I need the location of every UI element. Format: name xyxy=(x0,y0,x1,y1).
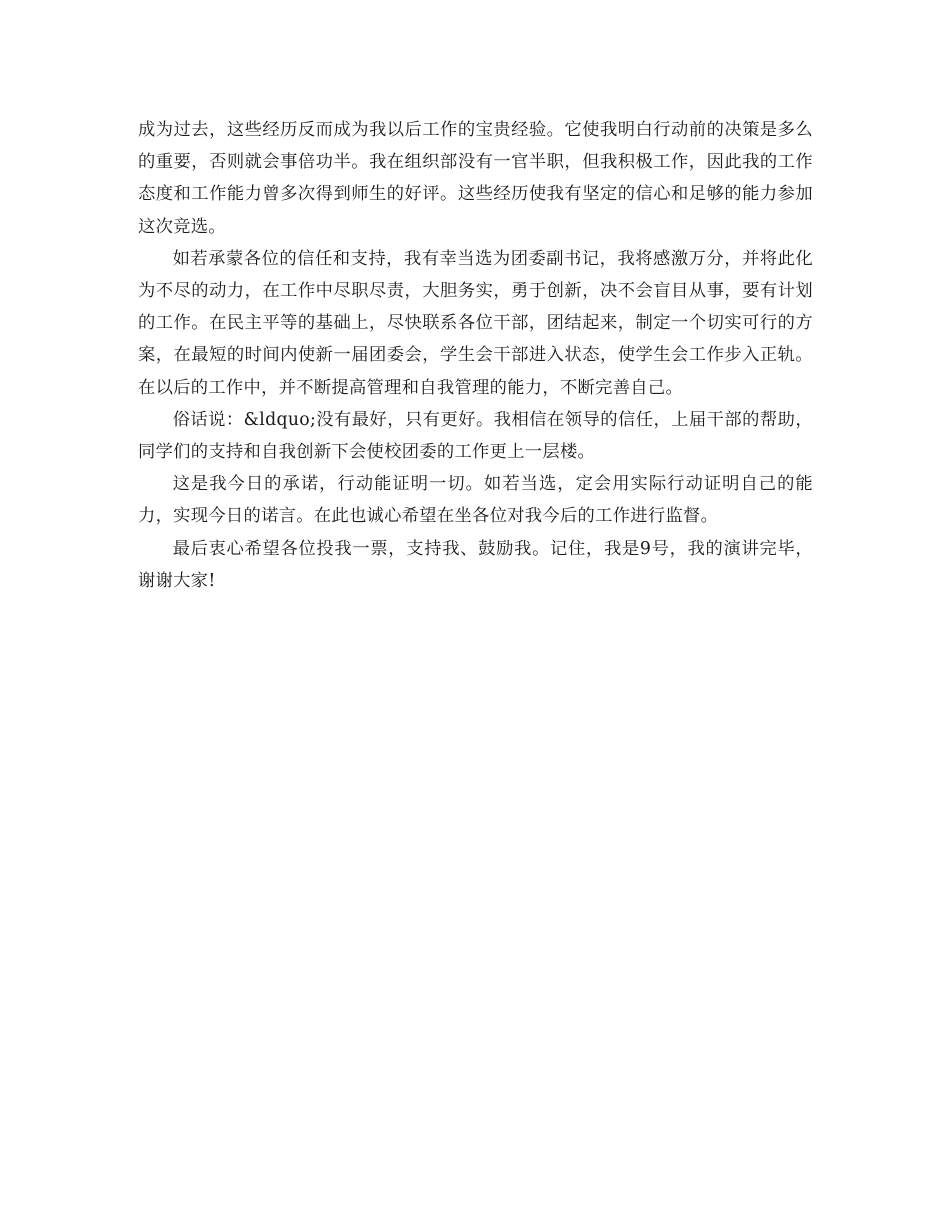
paragraph: 这是我今日的承诺，行动能证明一切。如若当选，定会用实际行动证明自己的能力，实现今日的诺言。在此也诚心希望在坐各位对我今后的工作进行监督。 xyxy=(138,474,813,527)
paragraph: 俗话说：&ldquo;没有最好，只有更好。我相信在领导的信任，上届干部的帮助，同学们的支持和自我创新下会使校团委的工作更上一层楼。 xyxy=(138,409,813,463)
paragraph: 如若承蒙各位的信任和支持，我有幸当选为团委副书记，我将感激万分，并将此化为不尽的动力，在工作中尽职尽责，大胆务实，勇于创新，决不会盲目从事，要有计划的工作。在民主平等的基础上，尽快联系各位干部，团结起来，制定一个切实可行的方案，在最短的时间内使新一届团委会，学生会干部进入状态，使学生会工作步入正轨。在以后的工作中，并不断提高管理和自我管理的能力，不断完善自己。 xyxy=(138,248,813,398)
paragraph-closing: 最后衷心希望各位投我一票，支持我、鼓励我。记住，我是9号，我的演讲完毕，谢谢大家! xyxy=(138,538,813,591)
paragraph-continuation: 成为过去，这些经历反而成为我以后工作的宝贵经验。它使我明白行动前的决策是多么的重要，否则就会事倍功半。我在组织部没有一官半职，但我积极工作，因此我的工作态度和工作能力曾多次得到师生的好评。这些经历使我有坚定的信心和足够的能力参加这次竞选。 xyxy=(138,120,813,237)
document-body xyxy=(138,114,813,597)
